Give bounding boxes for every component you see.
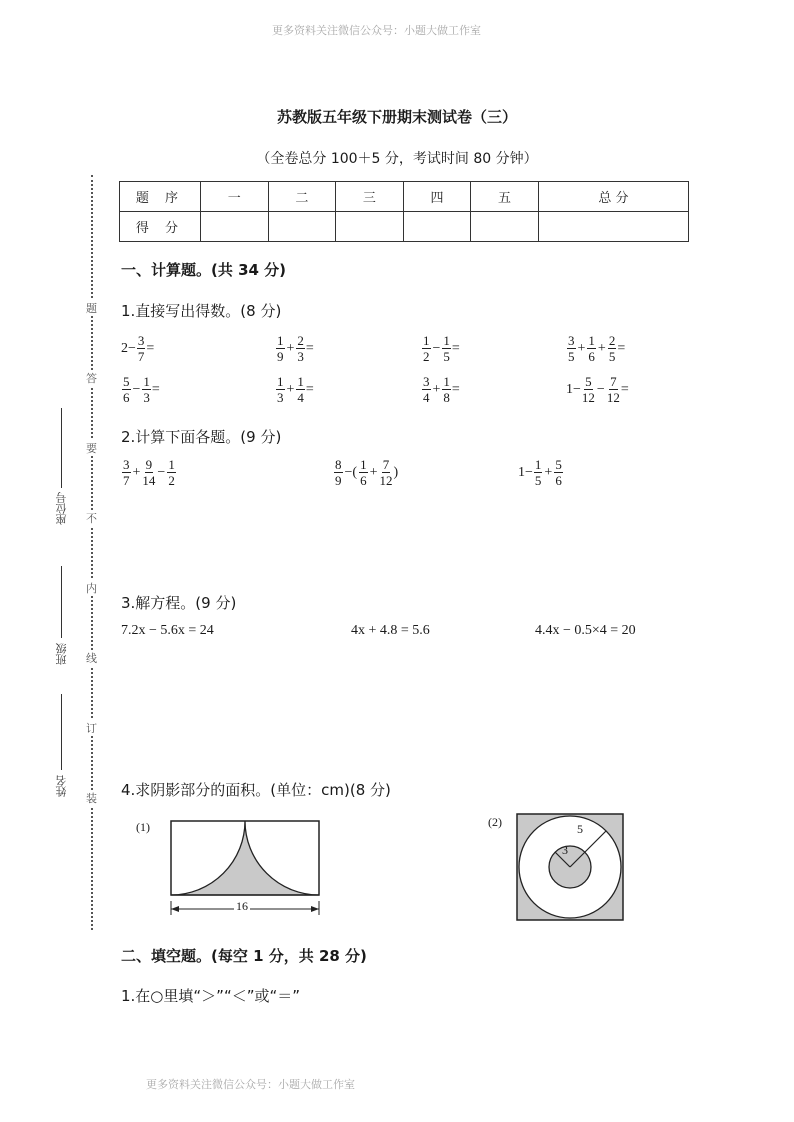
score-cell-total: 总 分 <box>538 182 688 212</box>
score-input-4[interactable] <box>403 212 471 242</box>
q3-label: 3.解方程。(9 分) <box>121 594 237 612</box>
q2-item-3: 1− $\frac{1}{5}$ + $\frac{5}{6}$ <box>518 457 562 488</box>
score-input-1[interactable] <box>201 212 269 242</box>
section2-q1-label: 1.在○里填“＞”“＜”或“＝” <box>121 987 301 1005</box>
name-label: 姓名 <box>55 775 68 797</box>
score-cell-2: 二 <box>268 182 336 212</box>
score-cell-5: 五 <box>471 182 539 212</box>
binding-char-3: 要 <box>86 442 97 455</box>
binding-char-4: 不 <box>86 512 97 525</box>
binding-char-1: 题 <box>86 302 97 315</box>
score-cell-1: 一 <box>201 182 269 212</box>
q1-item-3: $\frac{1}{2}$ − $\frac{1}{5}$ = <box>423 333 460 364</box>
watermark-top: 更多资料关注微信公众号：小题大做工作室 <box>272 24 481 37</box>
q3-equation-1: 7.2x − 5.6x = 24 <box>121 623 214 638</box>
score-cell-3: 三 <box>336 182 404 212</box>
page-title: 苏教版五年级下册期末测试卷（三） <box>276 108 517 126</box>
binding-char-5: 内 <box>86 582 97 595</box>
score-table-header-row <box>120 182 689 212</box>
binding-char-2: 答 <box>86 372 97 385</box>
q2-item-2: $\frac{8}{9}$ −( $\frac{1}{6}$ + $\frac{7}{12}$ ) <box>335 457 399 488</box>
seat-number-line[interactable] <box>61 408 62 488</box>
q1-item-7: $\frac{3}{4}$ + $\frac{1}{8}$ = <box>423 374 460 405</box>
q3-equation-2: 4x + 4.8 = 5.6 <box>351 623 430 638</box>
score-table <box>119 181 689 242</box>
name-line[interactable] <box>61 694 62 770</box>
q2-item-1: $\frac{3}{7}$ + $\frac{9}{14}$ − $\frac{1}{2}$ <box>123 457 175 488</box>
score-input-total[interactable] <box>538 212 688 242</box>
figure2-square-ring <box>515 812 627 924</box>
score-cell-4: 四 <box>403 182 471 212</box>
seat-number-label: 座位号 <box>55 492 68 525</box>
figure2-label: (2) <box>488 815 502 829</box>
figure2-inner-radius-label: 3 <box>562 843 568 857</box>
q2-label: 2.计算下面各题。(9 分) <box>121 428 282 446</box>
binding-char-8: 装 <box>86 792 97 805</box>
q1-item-1: 2− $\frac{3}{7}$ = <box>121 333 155 364</box>
binding-char-7: 订 <box>86 722 97 735</box>
q3-equation-3: 4.4x − 0.5×4 = 20 <box>535 623 636 638</box>
q1-item-2: $\frac{1}{9}$ + $\frac{2}{3}$ = <box>277 333 314 364</box>
figure1-label: (1) <box>136 820 150 834</box>
watermark-bottom: 更多资料关注微信公众号：小题大做工作室 <box>146 1078 355 1091</box>
class-line[interactable] <box>61 566 62 638</box>
score-input-5[interactable] <box>471 212 539 242</box>
q1-item-6: $\frac{1}{3}$ + $\frac{1}{4}$ = <box>277 374 314 405</box>
score-table-score-row <box>120 212 689 242</box>
q1-item-4: $\frac{3}{5}$ + $\frac{1}{6}$ + $\frac{2}{5}$ = <box>568 333 626 364</box>
section2-heading: 二、填空题。(每空 1 分，共 28 分) <box>121 947 367 965</box>
score-cell-label: 题 序 <box>120 182 201 212</box>
binding-char-6: 线 <box>86 652 97 665</box>
page-subtitle: （全卷总分 100＋5 分，考试时间 80 分钟） <box>256 151 538 167</box>
figure1-dimension-label: 16 <box>236 899 248 913</box>
score-input-3[interactable] <box>336 212 404 242</box>
figure1-shaded-region <box>171 821 319 895</box>
class-label: 班级 <box>55 643 68 665</box>
q1-label: 1.直接写出得数。(8 分) <box>121 302 282 320</box>
figure2-outer-radius-label: 5 <box>577 822 583 836</box>
binding-dotted-line <box>91 175 93 930</box>
score-row-label: 得 分 <box>120 212 201 242</box>
section1-heading: 一、计算题。(共 34 分) <box>121 261 287 279</box>
score-input-2[interactable] <box>268 212 336 242</box>
q1-item-8: 1− $\frac{5}{12}$ − $\frac{7}{12}$ = <box>566 374 629 405</box>
q1-item-5: $\frac{5}{6}$ − $\frac{1}{3}$ = <box>123 374 160 405</box>
q4-label: 4.求阴影部分的面积。(单位：cm)(8 分) <box>121 781 391 799</box>
